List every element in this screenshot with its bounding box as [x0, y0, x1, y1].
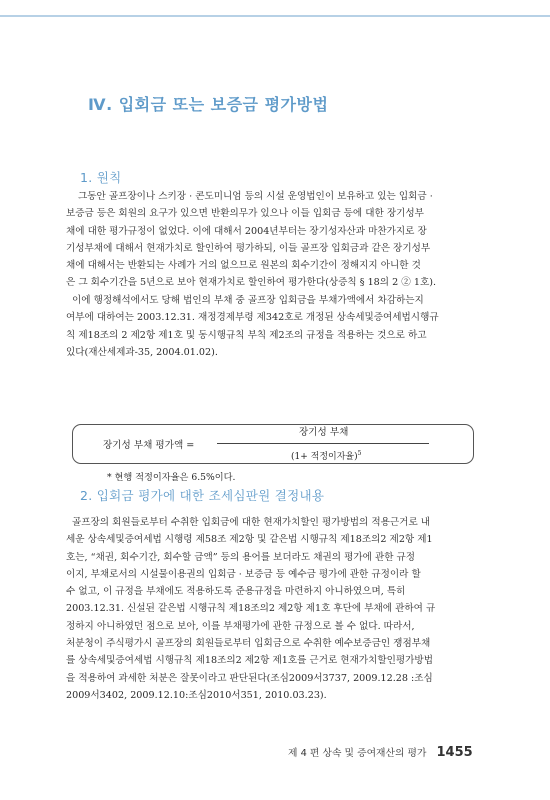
- text-line: 을 적용하여 과세한 처분은 잘못이라고 판단된다(조심2009서3737, 2009.12.28 :조심: [66, 672, 433, 684]
- text-line: 칙 제18조의 2 제2항 제1호 및 동시행규칙 부칙 제2조의 규정을 적용하는 것으로 하고: [66, 329, 427, 341]
- text-line: 세운 상속세및증여세법 시행령 제58조 제2항 및 같은법 시행규칙 제18조의2 제2항 제1: [66, 534, 433, 546]
- text-line: 호는, “채권, 회수기간, 회수할 금액” 등의 용어를 보더라도 채권의 평가에 관한 규정: [66, 551, 416, 563]
- formula-note: * 현행 적정이자율은 6.5%이다.: [107, 472, 236, 483]
- section-1-paragraph-2: [66, 292, 486, 361]
- text-line: 정하지 아니하였던 점으로 보아, 이를 부채평가에 관한 규정으로 볼 수 없다. 따라서,: [66, 620, 415, 632]
- formula-box: [72, 424, 474, 483]
- formula-label: 장기성 부채 평가액 =: [103, 440, 195, 451]
- footer-part-title: 제 4 편 상속 및 증여재산의 평가: [288, 748, 427, 759]
- text-line: 있다(재산세제과-35, 2004.01.02).: [66, 346, 218, 358]
- text-line: 이지, 부채로서의 시설물이용권의 입회금 · 보증금 등 예수금 평가에 관한 규정이라 할: [66, 568, 421, 580]
- denominator-text: (1+ 적정이자율): [291, 452, 358, 462]
- denominator-exponent: 5: [357, 450, 362, 457]
- text-line: 기성부채에 대해서 현재가치로 할인하여 평가하되, 이들 골프장 입회금과 같은 장기성부: [66, 242, 431, 254]
- text-line: 골프장의 회원들로부터 수취한 입회금에 대한 현재가치할인 평가방법의 적용근거로 내: [72, 517, 431, 528]
- text-line: 를 상속세및증여세법 시행규칙 제18조의2 제2항 제1호를 근거로 현재가치할인평가방법: [66, 655, 433, 667]
- text-line: 2003.12.31. 신설된 같은법 시행규칙 제18조의2 제2항 제1호 후단에 부채에 관하여 규: [66, 603, 436, 615]
- formula-numerator: 장기성 부채: [299, 427, 349, 438]
- text-line: 그동안 골프장이나 스키장 · 콘도미니엄 등의 시설 운영법인이 보유하고 있는 입회금 ·: [78, 191, 433, 202]
- fraction-bar: [217, 443, 429, 444]
- text-line: 수 없고, 이 규정을 부채에도 적용하도록 준용규정을 마련하지 아니하였으며, 특히: [66, 586, 406, 598]
- section-1-paragraph-1: [66, 188, 486, 292]
- section-2-title: 2. 입회금 평가에 대한 조세심판원 결정내용: [80, 488, 325, 503]
- text-line: 채에 대해서는 반환되는 사례가 거의 없으므로 원본의 회수기간이 정해지지 아니한 것: [66, 260, 421, 272]
- section-2-paragraph: [66, 514, 486, 704]
- page-footer: [288, 745, 473, 760]
- formula-denominator: [291, 449, 361, 462]
- text-line: 2009서3402, 2009.12.10:조심2010서351, 2010.03.23).: [66, 689, 327, 701]
- chapter-title: Ⅳ. 입회금 또는 보증금 평가방법: [88, 95, 329, 114]
- top-rule: [0, 15, 550, 17]
- text-line: 보증금 등은 회원의 요구가 있으면 반환의무가 있으나 이들 입회금 등에 대한 장기성부: [66, 208, 424, 220]
- text-line: 은 그 회수기간을 5년으로 보아 현재가치로 할인하여 평가한다(상증칙 § 18의 2 ② 1호).: [66, 277, 437, 289]
- text-line: 채에 대한 평가규정이 없었다. 이에 대해서 2004년부터는 장기성자산과 마찬가지로 장: [66, 225, 427, 237]
- text-line: 처분청이 주식평가시 골프장의 회원들로부터 입회금으로 수취한 예수보증금인 쟁점부채: [66, 638, 431, 650]
- section-1-title: 1. 원칙: [80, 170, 122, 185]
- page-number: 1455: [436, 745, 473, 760]
- text-line: 여부에 대하여는 2003.12.31. 재정경제부령 제342호로 개정된 상속세및증여세법시행규: [66, 312, 439, 324]
- text-line: 이에 행정해석에서도 당해 법인의 부채 중 골프장 입회금을 부채가액에서 차감하는지: [72, 295, 424, 306]
